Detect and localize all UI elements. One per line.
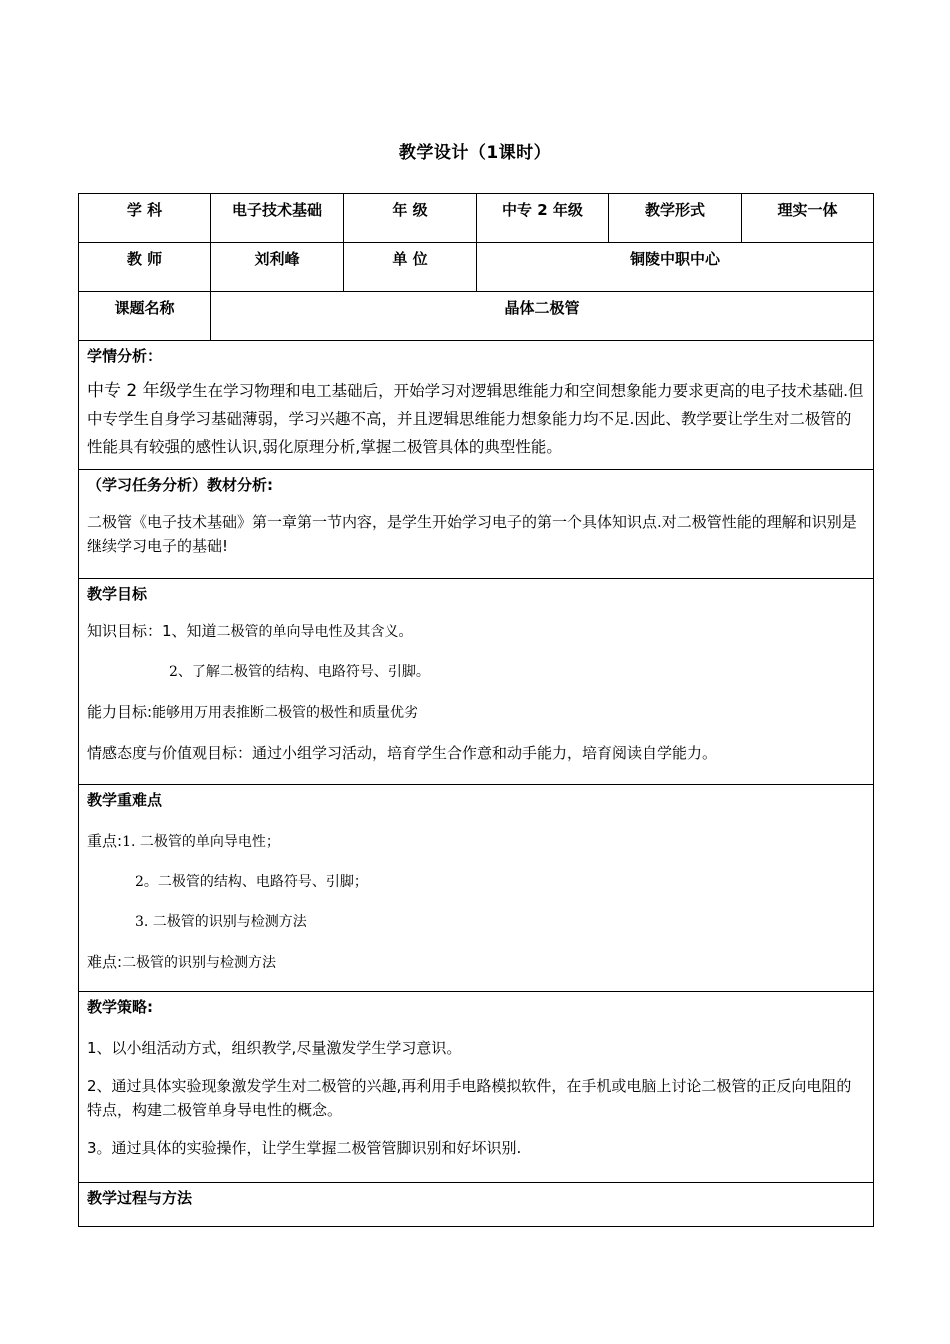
form-label: 教学形式: [609, 194, 742, 243]
key-points-title: 教学重难点: [87, 791, 163, 809]
header-row-3: [79, 292, 874, 341]
unit-label: 单 位: [344, 243, 477, 292]
difficult-label: 难点:: [87, 953, 123, 971]
knowledge-objective-1: [87, 619, 865, 644]
key-point-1: [87, 829, 865, 854]
strategy-title: 教学策略:: [87, 998, 153, 1016]
difficult-point: [87, 950, 865, 975]
learner-analysis-row: [79, 341, 874, 470]
strategy-item-3: 3。通过具体的实验操作，让学生掌握二极管管脚识别和好坏识别.: [87, 1139, 522, 1157]
knowledge-label: 知识目标：1、知道: [87, 622, 217, 640]
grade-label: 年 级: [344, 194, 477, 243]
teacher-label: 教 师: [79, 243, 211, 292]
teacher-value: 刘利峰: [211, 243, 344, 292]
material-analysis-text: 二极管《电子技术基础》第一章第一节内容，是学生开始学习电子的第一个具体知识点.对二极管性能的理解和识别是继续学习电子的基础!: [87, 513, 857, 555]
ability-text: 能够用万用表推断二极管的极性和质量优劣: [152, 705, 419, 721]
strategy-item-2: 2、通过具体实验现象激发学生对二极管的兴趣,再利用手电路模拟软件，在手机或电脑上讨论二极管的正反向电阻的特点，构建二极管单身导电性的概念。: [87, 1077, 852, 1119]
header-row-1: [79, 194, 874, 243]
topic-label: 课题名称: [79, 292, 211, 341]
material-analysis-title: （学习任务分析）教材分析:: [87, 476, 273, 494]
knowledge-text-1: 二极管的单向导电性及其含义。: [216, 624, 413, 640]
learner-analysis-title: 学情分析：: [87, 347, 163, 365]
key-points-row: [79, 785, 874, 992]
knowledge-objective-2: 2、了解二极管的结构、电路符号、引脚。: [169, 664, 430, 680]
grade-value: 中专 2 年级: [477, 194, 609, 243]
strategy-item-1: 1、以小组活动方式，组织教学,尽量激发学生学习意识。: [87, 1039, 462, 1057]
difficult-text: 二极管的识别与检测方法: [122, 955, 277, 971]
learner-analysis-lead: 中专 2 年级: [87, 381, 177, 401]
emotion-objective: 情感态度与价值观目标：通过小组学习活动，培育学生合作意和动手能力，培育阅读自学能力。: [87, 744, 718, 762]
key-label: 重点:: [87, 832, 123, 850]
process-title: 教学过程与方法: [87, 1189, 193, 1207]
subject-label: 学 科: [79, 194, 211, 243]
process-row: [79, 1183, 874, 1227]
key-point-3: 3. 二极管的识别与检测方法: [135, 914, 307, 930]
material-analysis-row: [79, 470, 874, 579]
document-title: 教学设计（1课时）: [398, 143, 552, 163]
ability-objective: [87, 700, 865, 725]
objectives-title: 教学目标: [87, 585, 148, 603]
subject-value: 电子技术基础: [211, 194, 344, 243]
form-value: 理实一体: [742, 194, 874, 243]
key-point-2: 2。二极管的结构、电路符号、引脚；: [135, 874, 368, 890]
lesson-plan-table: [78, 193, 874, 1227]
learner-analysis-body: 学生在学习物理和电工基础后，开始学习对逻辑思维能力和空间想象能力要求更高的电子技术基础.但中专学生自身学习基础薄弱，学习兴趣不高，并且逻辑思维能力想象能力均不足.因此、教学要让学生对二极管的性能具有较强的感性认识,弱化原理分析,掌握二极管具体的典型性能。: [87, 382, 864, 456]
topic-value: 晶体二极管: [211, 292, 874, 341]
objectives-row: [79, 579, 874, 785]
key-text-1: 1. 二极管的单向导电性；: [122, 834, 280, 850]
unit-value: 铜陵中职中心: [477, 243, 874, 292]
learner-analysis-text: [87, 377, 865, 461]
header-row-2: [79, 243, 874, 292]
ability-label: 能力目标:: [87, 703, 153, 721]
strategy-row: [79, 992, 874, 1183]
